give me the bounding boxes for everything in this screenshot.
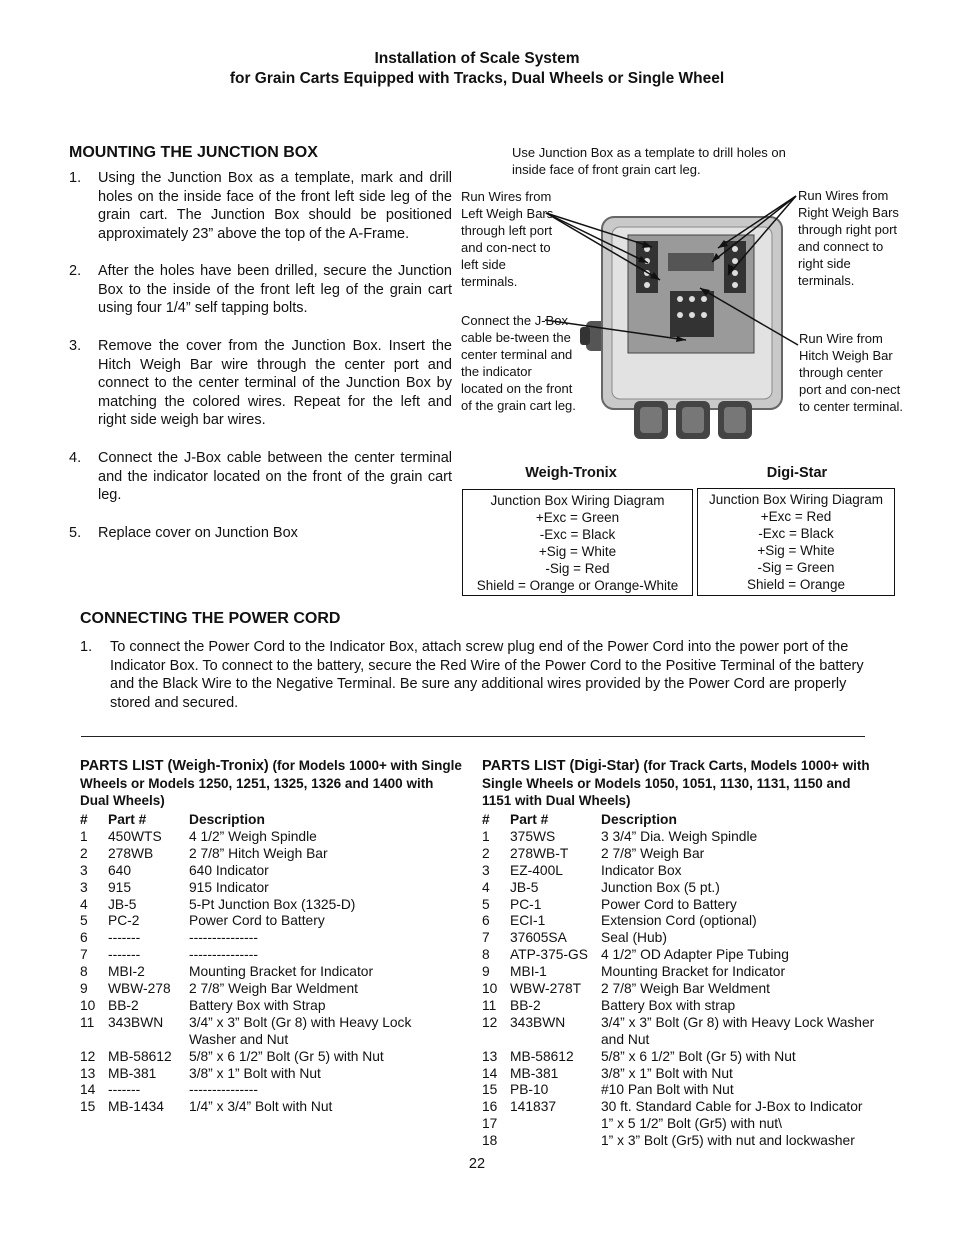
wiring-line: Junction Box Wiring Diagram xyxy=(708,492,884,507)
cell-n: 4 xyxy=(482,879,490,895)
cell-p: MB-58612 xyxy=(108,1048,172,1064)
cell-p: ATP-375-GS xyxy=(510,947,588,963)
cell-n: 18 xyxy=(482,1133,498,1149)
cell-n: 3 xyxy=(482,862,490,878)
cell-d: 3/4” x 3” Bolt (Gr 8) with Heavy Lock Washer and Nut xyxy=(189,1014,412,1047)
cell-d: 3 3/4” Dia. Weigh Spindle xyxy=(601,828,758,844)
cell-d: 2 7/8” Weigh Bar Weldment xyxy=(189,981,358,996)
cell-d: 2 7/8” Weigh Bar Weldment xyxy=(601,981,770,996)
cell-d: Seal (Hub) xyxy=(601,930,667,946)
cell-p: JB-5 xyxy=(108,896,137,912)
cell-n: 13 xyxy=(482,1048,498,1064)
weightronix-wiring-box xyxy=(462,489,693,596)
cell-p: BB-2 xyxy=(108,997,139,1013)
cell-n: 9 xyxy=(482,964,490,980)
cell-p: 915 xyxy=(108,879,132,895)
cell-n: 1 xyxy=(482,828,490,844)
wiring-line: Junction Box Wiring Diagram xyxy=(490,493,665,508)
header-col_part: Part # xyxy=(108,812,147,827)
figure-left-note-2: Connect the J-Box cable be-tween the center terminal and the indicator located on the front of the grain cart leg. xyxy=(461,313,576,413)
cell-d: 640 Indicator xyxy=(189,862,269,878)
cell-d: Power Cord to Battery xyxy=(189,913,325,929)
cell-n: 12 xyxy=(482,1014,498,1030)
cell-p: PC-1 xyxy=(510,896,542,912)
header-col_desc: Description xyxy=(601,812,677,827)
cell-d: 4 1/2” OD Adapter Pipe Tubing xyxy=(601,947,789,963)
cell-p: 375WS xyxy=(510,828,556,844)
parts-wt-title-sub: (for Models 1000+ with Single Wheels or Models 1250, 1251, 1325, 1326 and 1400 with Dual Wheels) xyxy=(80,758,462,808)
cell-n: 6 xyxy=(80,930,88,946)
cell-d: 1/4” x 3/4” Bolt with Nut xyxy=(189,1099,333,1115)
parts-ds-title-main: PARTS LIST (Digi-Star) xyxy=(482,758,640,774)
cell-n: 6 xyxy=(482,913,490,929)
parts-wt-title xyxy=(80,757,466,809)
cell-p: ------- xyxy=(108,930,141,946)
cell-p: 141837 xyxy=(510,1099,557,1115)
figure-right-note-1: Run Wires from Right Weigh Bars through right port and connect to right side terminals. xyxy=(798,188,899,288)
cell-p: ECI-1 xyxy=(510,913,546,929)
power-step-num: 1. xyxy=(80,639,93,655)
cell-n: 5 xyxy=(482,896,490,912)
cell-p: ------- xyxy=(108,947,141,963)
cell-d: Indicator Box xyxy=(601,862,682,878)
cell-d: --------------- xyxy=(189,1082,258,1098)
cell-d: 2 7/8” Hitch Weigh Bar xyxy=(189,845,328,861)
cell-d: Extension Cord (optional) xyxy=(601,913,757,929)
parts-ds-title-sub: (for Track Carts, Models 1000+ with Single Wheels or Models 1050, 1051, 1130, 1131, 1150 and 1151 with Dual Wheels) xyxy=(482,758,870,808)
cell-d: 3/8” x 1” Bolt with Nut xyxy=(601,1065,733,1081)
cell-p: 640 xyxy=(108,862,132,878)
figure-right-note-2: Run Wire from Hitch Weigh Bar through center port and con-nect to center terminal. xyxy=(799,331,904,414)
cell-n: 9 xyxy=(80,981,88,996)
cell-p: 450WTS xyxy=(108,828,162,844)
wiring-line: +Sig = White xyxy=(757,543,835,558)
power-heading: CONNECTING THE POWER CORD xyxy=(80,610,341,627)
weightronix-label: Weigh-Tronix xyxy=(525,465,617,481)
header-col_part: Part # xyxy=(510,812,549,827)
cell-n: 3 xyxy=(80,862,88,878)
wiring-line: +Exc = Red xyxy=(760,509,832,524)
cell-d: Power Cord to Battery xyxy=(601,896,737,912)
cell-p: 37605SA xyxy=(510,930,567,946)
cell-d: 915 Indicator xyxy=(189,879,269,895)
cell-d: 1” x 5 1/2” Bolt (Gr5) with nut\ xyxy=(601,1116,782,1132)
cell-p: MB-58612 xyxy=(510,1048,574,1064)
doc-title-line2: for Grain Carts Equipped with Tracks, Dual Wheels or Single Wheel xyxy=(229,70,725,87)
cell-p: MBI-2 xyxy=(108,964,145,980)
cell-n: 8 xyxy=(482,947,490,963)
cell-d: --------------- xyxy=(189,930,258,946)
cell-n: 1 xyxy=(80,828,88,844)
wiring-line: -Sig = Green xyxy=(757,560,835,575)
cell-p: JB-5 xyxy=(510,879,539,895)
cell-n: 13 xyxy=(80,1065,96,1081)
cell-p: EZ-400L xyxy=(510,862,563,878)
cell-d: 1” x 3” Bolt (Gr5) with nut and lockwasher xyxy=(601,1133,855,1149)
cell-d: 5/8” x 6 1/2” Bolt (Gr 5) with Nut xyxy=(601,1048,796,1064)
cell-n: 17 xyxy=(482,1116,498,1132)
cell-d: 5/8” x 6 1/2” Bolt (Gr 5) with Nut xyxy=(189,1048,384,1064)
cell-p: 278WB xyxy=(108,845,154,861)
cell-p: MB-381 xyxy=(108,1065,157,1081)
wiring-line: Shield = Orange or Orange-White xyxy=(476,578,679,593)
header-col_num: # xyxy=(80,812,88,827)
mounting-heading: MOUNTING THE JUNCTION BOX xyxy=(69,144,318,161)
header-col_num: # xyxy=(482,812,490,827)
cell-d: 4 1/2” Weigh Spindle xyxy=(189,828,317,844)
cell-d: 5-Pt Junction Box (1325-D) xyxy=(189,896,356,912)
cell-d: Junction Box (5 pt.) xyxy=(601,879,720,895)
cell-n: 10 xyxy=(80,997,96,1013)
cell-n: 4 xyxy=(80,896,88,912)
digistar-label: Digi-Star xyxy=(766,465,828,481)
cell-n: 11 xyxy=(80,1014,95,1030)
cell-n: 2 xyxy=(80,845,88,861)
cell-d: Mounting Bracket for Indicator xyxy=(189,964,374,980)
cell-d: Battery Box with Strap xyxy=(189,997,326,1013)
cell-p: BB-2 xyxy=(510,997,541,1013)
wiring-line: +Exc = Green xyxy=(535,510,620,525)
cell-d: Mounting Bracket for Indicator xyxy=(601,964,786,980)
leader-lines xyxy=(0,0,954,450)
cell-n: 3 xyxy=(80,879,88,895)
cell-d: Battery Box with strap xyxy=(601,997,736,1013)
cell-n: 14 xyxy=(80,1082,96,1098)
cell-p: MB-1434 xyxy=(108,1099,164,1115)
cell-n: 12 xyxy=(80,1048,96,1064)
cell-p: WBW-278T xyxy=(510,981,582,996)
doc-title-line1: Installation of Scale System xyxy=(374,50,580,67)
cell-p: PC-2 xyxy=(108,913,140,929)
cell-d: #10 Pan Bolt with Nut xyxy=(601,1082,734,1098)
cell-d: 3/8” x 1” Bolt with Nut xyxy=(189,1065,321,1081)
cell-p: WBW-278 xyxy=(108,981,171,996)
cell-n: 10 xyxy=(482,981,498,996)
cell-p: PB-10 xyxy=(510,1082,549,1098)
cell-n: 16 xyxy=(482,1099,498,1115)
cell-n: 2 xyxy=(482,845,490,861)
cell-n: 7 xyxy=(80,947,88,963)
cell-d: 2 7/8” Weigh Bar xyxy=(601,845,705,861)
figure-left-note-1: Run Wires from Left Weigh Bars through left port and con-nect to left side terminals. xyxy=(461,189,554,289)
cell-n: 15 xyxy=(482,1082,498,1098)
cell-p: ------- xyxy=(108,1082,141,1098)
cell-d: 30 ft. Standard Cable for J-Box to Indicator xyxy=(601,1099,863,1115)
wiring-line: Shield = Orange xyxy=(747,577,845,592)
figure-top-note: Use Junction Box as a template to drill holes on inside face of front grain cart leg. xyxy=(512,145,786,177)
wiring-line: -Sig = Red xyxy=(545,561,610,576)
wiring-line: -Exc = Black xyxy=(539,527,616,542)
cell-n: 5 xyxy=(80,913,88,929)
digistar-wiring-box xyxy=(697,488,895,596)
cell-n: 7 xyxy=(482,930,490,946)
power-step-text: To connect the Power Cord to the Indicator Box, attach screw plug end of the Power Cord into the power port of the Indicator Box. To connect to the battery, secure the Red Wire of the Power Cord to the Positive Terminal of the battery and the Black Wire to the Negative Terminal. Be sure any additional wires provided by the Power Cord are properly stored and secured. xyxy=(110,639,864,712)
cell-p: 343BWN xyxy=(510,1014,566,1030)
parts-wt-title-main: PARTS LIST (Weigh-Tronix) xyxy=(80,758,269,774)
cell-d: --------------- xyxy=(189,947,258,963)
cell-p: 278WB-T xyxy=(510,845,569,861)
parts-ds-title xyxy=(482,757,874,809)
cell-n: 15 xyxy=(80,1099,96,1115)
cell-p: MBI-1 xyxy=(510,964,547,980)
cell-d: 3/4” x 3” Bolt (Gr 8) with Heavy Lock Washer and Nut xyxy=(601,1014,875,1047)
wiring-line: +Sig = White xyxy=(538,544,617,559)
cell-p: MB-381 xyxy=(510,1065,559,1081)
wiring-line: -Exc = Black xyxy=(758,526,834,541)
cell-n: 14 xyxy=(482,1065,498,1081)
section-divider xyxy=(81,736,865,737)
cell-n: 8 xyxy=(80,964,88,980)
cell-p: 343BWN xyxy=(108,1014,164,1030)
page-number: 22 xyxy=(468,1156,486,1172)
cell-n: 11 xyxy=(482,997,497,1013)
header-col_desc: Description xyxy=(189,812,265,827)
